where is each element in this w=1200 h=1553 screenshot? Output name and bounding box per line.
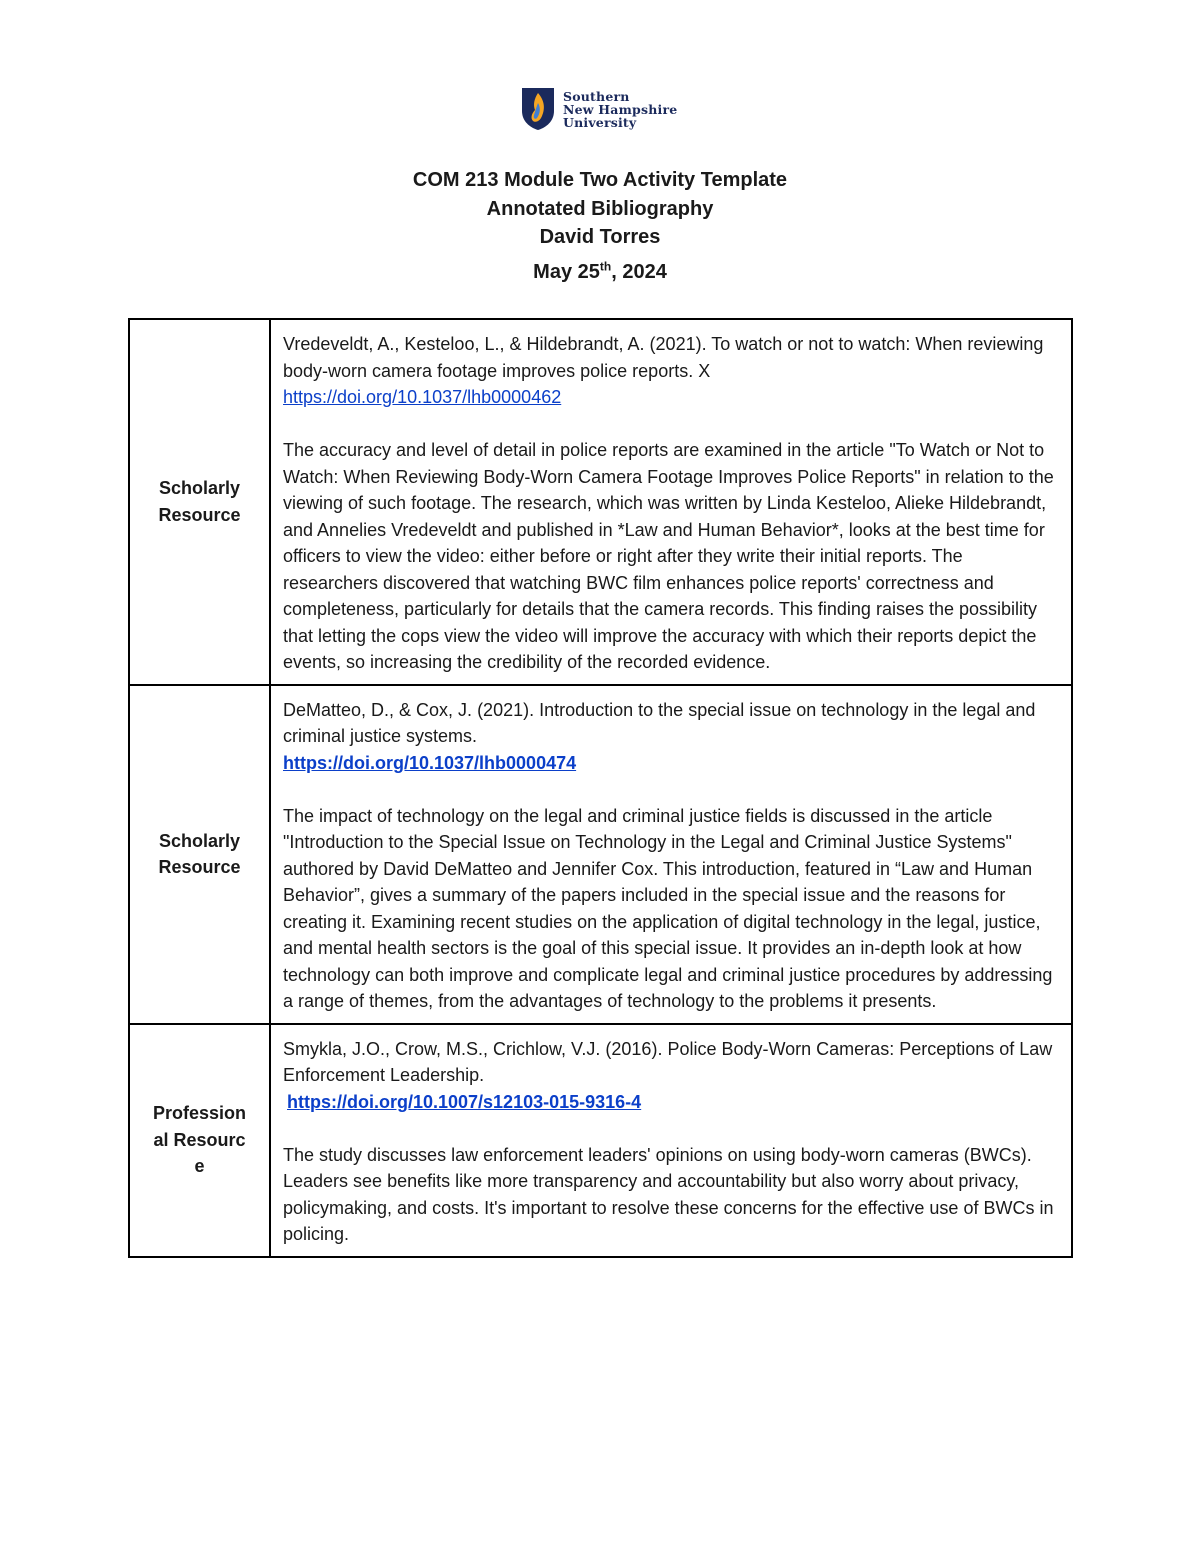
- university-logo: [521, 86, 677, 132]
- citation-text: DeMatteo, D., & Cox, J. (2021). Introduction to the special issue on technology in the legal and criminal justice systems.: [283, 699, 1036, 746]
- doi-link[interactable]: https://doi.org/10.1037/lhb0000462: [283, 387, 562, 407]
- annotation-text: The study discusses law enforcement leaders' opinions on using body-worn cameras (BWCs). Leaders see benefits like more transparency and accountability but also worry about privacy, policymaking, and costs. It's important to resolve these concerns for the effective use of BWCs in policing.: [283, 1144, 1054, 1244]
- date-ordinal: th: [599, 258, 612, 273]
- table-row: [129, 1024, 1072, 1257]
- doi-link[interactable]: https://doi.org/10.1037/lhb0000474: [283, 752, 577, 773]
- resource-type-cell: [129, 1024, 270, 1257]
- document-title: COM 213 Module Two Activity Template: [412, 169, 788, 191]
- date-prefix: May 25: [533, 260, 600, 283]
- table-row: [129, 685, 1072, 1024]
- annotation-text: The impact of technology on the legal and criminal justice fields is discussed in the article "Introduction to the Special Issue on Technology in the Legal and Criminal Justice Systems" authored by David DeMatteo and Jennifer Cox. This introduction, featured in “Law and Human Behavior”, gives a summary of the papers included in the special issue and the reasons for creating it. Examining recent studies on the application of digital technology in the legal, justice, and mental health sectors is the goal of this special issue. It provides an in-depth look at how technology can both improve and complicate legal and criminal justice procedures by addressing a range of themes, from the advantages of technology to the problems it presents.: [283, 805, 1053, 1011]
- doi-link[interactable]: https://doi.org/10.1007/s12103-015-9316-4: [287, 1091, 642, 1112]
- logo-wordmark: [563, 90, 677, 129]
- document-subtitle: Annotated Bibliography: [486, 197, 714, 220]
- entry-content-cell: [270, 1024, 1072, 1257]
- annotation-text: The accuracy and level of detail in police reports are examined in the article "To Watch or Not to Watch: When Reviewing Body-Worn Camera Footage Improves Police Reports" in relation to the viewing of such footage. The research, which was written by Linda Kesteloo, Alieke Hildebrandt, and Annelies Vredeveldt and published in *Law and Human Behavior*, looks at the best time for officers to view the video: either before or right after they write their initial reports. The researchers discovered that watching BWC film enhances police reports' correctness and completeness, particularly for details that the camera records. This finding raises the possibility that letting the cops view the video will improve the accuracy with which their reports depict the events, so increasing the credibility of the recorded evidence.: [283, 440, 1054, 672]
- resource-type-cell: [129, 685, 270, 1024]
- resource-type-label: Professional Resource: [152, 1103, 247, 1177]
- citation-text: Smykla, J.O., Crow, M.S., Crichlow, V.J. (2016). Police Body-Worn Cameras: Perceptions of Law Enforcement Leadership.: [283, 1038, 1053, 1085]
- citation-text: Vredeveldt, A., Kesteloo, L., & Hildebrandt, A. (2021). To watch or not to watch: When reviewing body-worn camera footage improves police reports. X: [283, 334, 1044, 381]
- document-header: [0, 166, 1200, 286]
- logo-line-3: University: [563, 114, 637, 130]
- logo-line-2: New Hampshire: [563, 101, 678, 117]
- entry-content-cell: [270, 319, 1072, 685]
- resource-type-label: Scholarly Resource: [158, 478, 241, 525]
- resource-type-cell: [129, 319, 270, 685]
- bibliography-table: [128, 318, 1073, 1258]
- table-row: [129, 319, 1072, 685]
- entry-content-cell: [270, 685, 1072, 1024]
- date-suffix: , 2024: [611, 260, 667, 283]
- resource-type-label: Scholarly Resource: [158, 830, 241, 877]
- logo-line-1: Southern: [563, 88, 630, 104]
- shield-flame-icon: [521, 87, 555, 131]
- author-name: David Torres: [539, 226, 661, 248]
- document-date: [0, 258, 1200, 287]
